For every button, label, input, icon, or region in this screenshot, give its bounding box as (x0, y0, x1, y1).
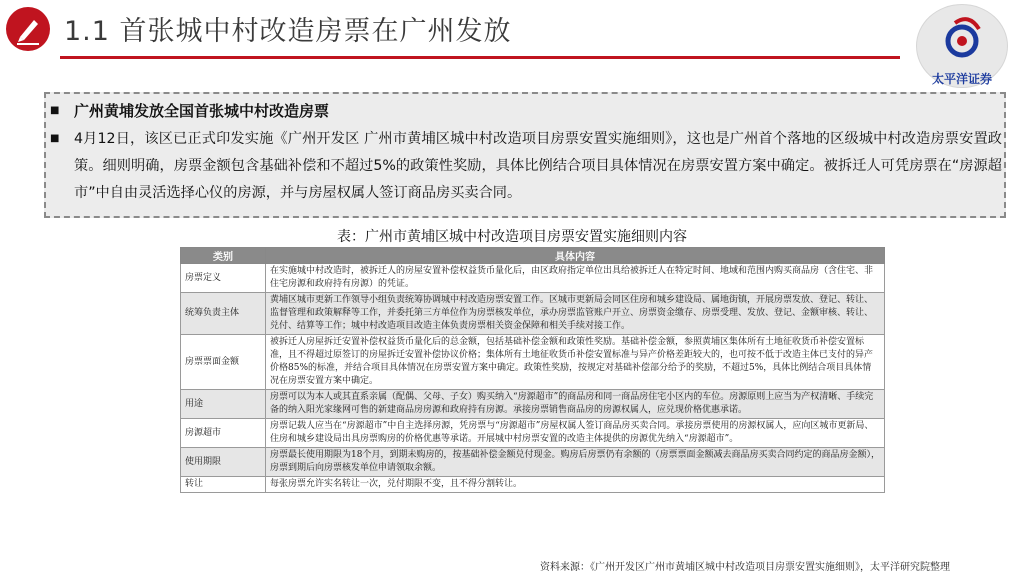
page-title: 1.1 首张城中村改造房票在广州发放 (64, 16, 512, 47)
logo-name: 太平洋证券 (931, 72, 992, 86)
table-row (181, 419, 885, 448)
table-row (181, 335, 885, 390)
table-row (181, 477, 885, 493)
row-category: 房票票面金额 (181, 335, 266, 390)
row-category: 使用期限 (181, 448, 266, 477)
row-content: 房票可以为本人或其直系亲属（配偶、父母、子女）购买纳入“房源超市”的商品房和同一商品房住宅小区内的车位。房源原则上应当为产权清晰、手续完备的纳入阳光家缘网可售的新建商品房房源和政府持有房源。承接房票销售商品房的房源权属人，应兑现价格优惠承诺。 (266, 390, 885, 419)
row-content: 每张房票允许实名转让一次，兑付期限不变，且不得分割转让。 (266, 477, 885, 493)
slide-header (0, 0, 1024, 64)
row-content: 被拆迁人房屋拆迁安置补偿权益货币量化后的总金额，包括基础补偿金额和政策性奖励。基础补偿金额，参照黄埔区集体所有土地征收货币补偿安置标准，且不得超过原签订的房屋拆迁安置补偿协议价格；集体所有土地征收货币补偿安置标准与异产价格差距较大的，也可按不低于改造主体已支付的异产价格85%的标准，并结合项目具体情况在房票安置方案中确定。政策性奖励，按规定对基础补偿部分给予的奖励，不超过5%，具体比例结合项目具体情况在房票安置方案中确定。 (266, 335, 885, 390)
row-category: 转让 (181, 477, 266, 493)
title-underline (60, 56, 900, 59)
table-row (181, 293, 885, 335)
row-content: 黄埔区城市更新工作领导小组负责统筹协调城中村改造房票安置工作。区城市更新局会同区住房和城乡建设局、属地街镇，开展房票发放、登记、转让、监督管理和政策解释等工作，并委托第三方单位作为房票核发单位，承办房票监管账户开立、房票资金缴存、房票受理、发放、登记、金额审核、转让、兑付、结算等工作；城中村改造项目改造主体负责房票相关资金保障和相关手续对接工作。 (266, 293, 885, 335)
source-note: 资料来源：《广州开发区广州市黄埔区城中村改造项目房票安置实施细则》，太平洋研究院整理 (540, 562, 950, 573)
row-category: 统筹负责主体 (181, 293, 266, 335)
pencil-icon (6, 7, 50, 51)
summary-paragraph: 4月12日，该区已正式印发实施《广州开发区 广州市黄埔区城中村改造项目房票安置实施细则》，这也是广州首个落地的区级城中村改造房票安置政策。细则明确，房票金额包含基础补偿和不超过5%的政策性奖励，具体比例结合项目具体情况在房票安置方案中确定。被拆迁人可凭房票在“房源超市”中自由灵活选择心仪的房源，并与房屋权属人签订商品房买卖合同。 (74, 131, 1002, 201)
policy-table (180, 247, 885, 493)
summary-box (44, 92, 1006, 218)
row-category: 用途 (181, 390, 266, 419)
column-header: 具体内容 (266, 248, 885, 264)
row-category: 房源超市 (181, 419, 266, 448)
table-row (181, 264, 885, 293)
table-row (181, 390, 885, 419)
table-row (181, 448, 885, 477)
row-content: 在实施城中村改造时，被拆迁人的房屋安置补偿权益货币量化后，由区政府指定单位出具给被拆迁人在特定时间、地域和范围内购买商品房（含住宅、非住宅房源和政府持有房源）的凭证。 (266, 264, 885, 293)
row-category: 房票定义 (181, 264, 266, 293)
pacific-securities-logo (908, 4, 1016, 96)
row-content: 房票最长使用期限为18个月，到期未购房的，按基础补偿金额兑付现金。购房后房票仍有余额的（房票票面金额减去商品房买卖合同约定的商品房金额），房票到期后向房票核发单位申请领取余额。 (266, 448, 885, 477)
row-content: 房票记载人应当在“房源超市”中自主选择房源，凭房票与“房源超市”房屋权属人签订商品房买卖合同。承接房票使用的房源权属人，应向区城市更新局、住房和城乡建设局出具房票购房的价格优惠等承诺。开展城中村房票安置的改造主体提供的房源优先纳入“房源超市”。 (266, 419, 885, 448)
column-header: 类别 (181, 248, 266, 264)
summary-heading: 广州黄埔发放全国首张城中村改造房票 (74, 102, 330, 120)
table-header-row (181, 248, 885, 264)
table-caption: 表：广州市黄埔区城中村改造项目房票安置实施细则内容 (337, 229, 687, 245)
square-bullet-icon: ■ (50, 105, 60, 116)
square-bullet-icon: ■ (50, 133, 60, 144)
